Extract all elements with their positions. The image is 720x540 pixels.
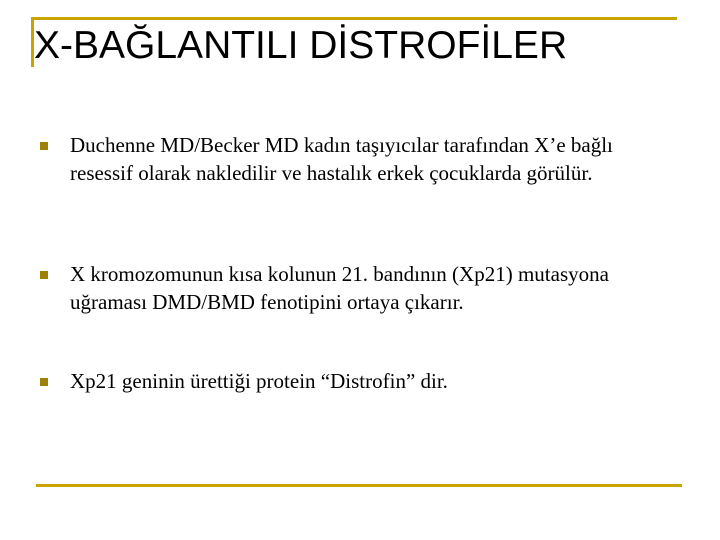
bullet-text: X kromozomunun kısa kolunun 21. bandının (Xp21) mutasyona uğraması DMD/BMD fenotipini ortaya çıkarır. xyxy=(70,262,609,314)
square-bullet-icon xyxy=(40,142,48,150)
bullet-text: Duchenne MD/Becker MD kadın taşıyıcılar tarafından X’e bağlı resessif olarak nakledilir ve hastalık erkek çocuklarda görülür. xyxy=(70,133,613,185)
title-frame-top-rule xyxy=(31,17,677,20)
bottom-rule xyxy=(36,484,682,487)
square-bullet-icon xyxy=(40,271,48,279)
square-bullet-icon xyxy=(40,378,48,386)
slide-title: X-BAĞLANTILI DİSTROFİLER xyxy=(34,24,568,67)
bullet-text: Xp21 geninin ürettiği protein “Distrofin” dir. xyxy=(70,369,448,393)
